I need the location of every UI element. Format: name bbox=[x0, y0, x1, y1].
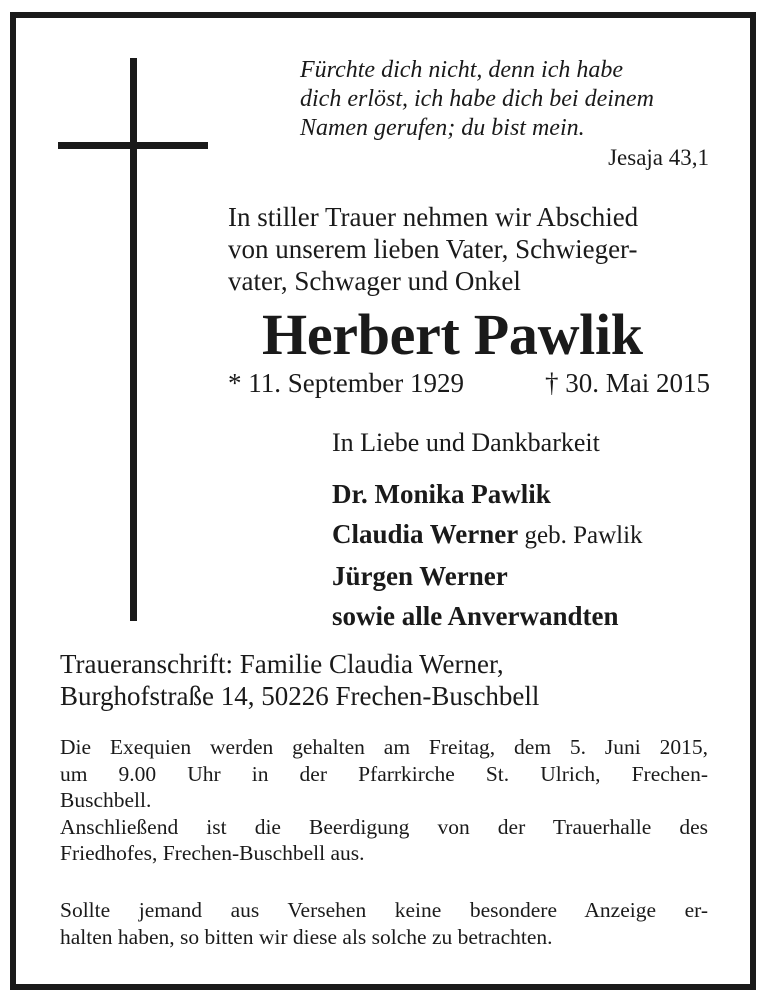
closing-note bbox=[60, 897, 708, 950]
mourner-name: sowie alle Anverwandten bbox=[332, 601, 619, 631]
death-date: † 30. Mai 2015 bbox=[545, 368, 710, 398]
mourners-list bbox=[332, 474, 643, 636]
mourners-heading: In Liebe und Dankbarkeit bbox=[332, 428, 600, 457]
mourner-entry bbox=[332, 514, 643, 556]
verse-line: Namen gerufen; du bist mein. bbox=[300, 115, 585, 141]
service-line: Anschließend ist die Beerdigung von der Trauerhalle des bbox=[60, 814, 708, 839]
address-line: Burghofstraße 14, 50226 Frechen-Buschbell bbox=[60, 681, 540, 711]
mourner-name: Jürgen Werner bbox=[332, 561, 508, 591]
mourner-entry bbox=[332, 474, 643, 514]
service-line: Die Exequien werden gehalten am Freitag, dem 5. Juni 2015, bbox=[60, 735, 708, 759]
verse-reference: Jesaja 43,1 bbox=[608, 145, 709, 170]
intro-line: In stiller Trauer nehmen wir Abschied bbox=[228, 202, 639, 232]
intro-line: von unserem lieben Vater, Schwieger- bbox=[228, 234, 638, 264]
service-line: Buschbell. bbox=[60, 788, 152, 812]
mourning-intro bbox=[228, 201, 638, 297]
mourning-address bbox=[60, 648, 539, 712]
address-line: Traueranschrift: Familie Claudia Werner, bbox=[60, 649, 504, 679]
life-dates bbox=[228, 367, 710, 399]
mourner-name: Claudia Werner bbox=[332, 519, 519, 549]
cross-icon-crossbar bbox=[58, 142, 208, 149]
closing-line: halten haben, so bitten wir diese als solche zu betrachten. bbox=[60, 924, 553, 949]
birth-date: * 11. September 1929 bbox=[228, 368, 464, 398]
intro-line: vater, Schwager und Onkel bbox=[228, 266, 521, 296]
funeral-service-info bbox=[60, 734, 708, 867]
mourner-name: Dr. Monika Pawlik bbox=[332, 479, 551, 509]
service-line: um 9.00 Uhr in der Pfarrkirche St. Ulrich, Frechen- bbox=[60, 761, 708, 786]
deceased-name: Herbert Pawlik bbox=[262, 302, 643, 367]
mourner-entry bbox=[332, 556, 643, 596]
verse-line: dich erlöst, ich habe dich bei deinem bbox=[300, 86, 654, 112]
mourner-suffix: geb. Pawlik bbox=[518, 522, 643, 549]
mourner-entry bbox=[332, 596, 643, 636]
verse-line: Fürchte dich nicht, denn ich habe bbox=[300, 57, 624, 83]
closing-line: Sollte jemand aus Versehen keine besondere Anzeige er- bbox=[60, 898, 708, 922]
bible-verse bbox=[300, 56, 654, 143]
service-line: Friedhofes, Frechen-Buschbell aus. bbox=[60, 841, 365, 865]
